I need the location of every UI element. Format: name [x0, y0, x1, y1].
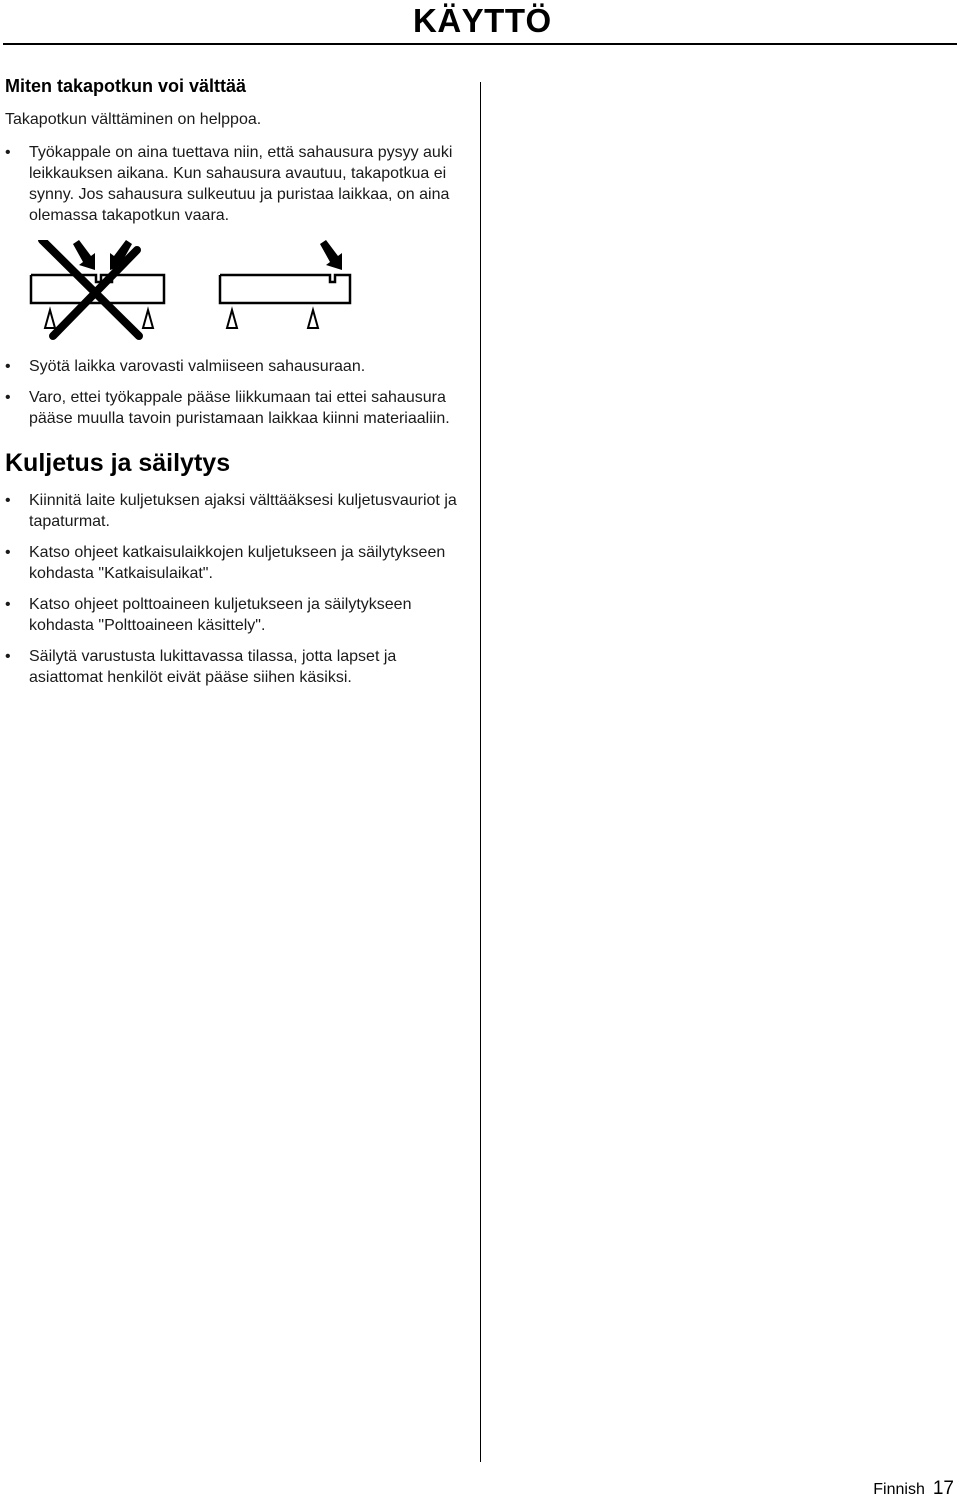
workpiece-pinched-cross-icon — [31, 240, 164, 336]
list-item: • Varo, ettei työkappale pääse liikkumaan tai ettei sahausura pääse muulla tavoin puristamaan laikkaa kiinni materiaaliin. — [5, 387, 460, 429]
section-heading-kickback: Miten takapotkun voi välttää — [5, 76, 247, 96]
list-item: • Säilytä varustusta lukittavassa tilassa, jotta lapset ja asiattomat henkilöt eivät pääse siihen käsiksi. — [5, 646, 460, 688]
list-item: • Syötä laikka varovasti valmiiseen sahausuraan. — [5, 356, 460, 377]
page-number: 17 — [932, 1478, 954, 1499]
kickback-figure — [5, 240, 365, 340]
list-item: • Kiinnitä laite kuljetuksen ajaksi välttääksesi kuljetusvauriot ja tapaturmat. — [5, 490, 460, 532]
list-item: • Katso ohjeet katkaisulaikkojen kuljetukseen ja säilytykseen kohdasta "Katkaisulaikat". — [5, 542, 460, 584]
footer-language: Finnish — [873, 1481, 925, 1498]
workpiece-supported-icon — [220, 240, 350, 328]
column-divider — [480, 82, 481, 1462]
page-header-title: KÄYTTÖ — [413, 2, 552, 39]
bullet-list-transport — [5, 490, 460, 688]
list-item: • Katso ohjeet polttoaineen kuljetukseen ja säilytykseen kohdasta "Polttoaineen käsittely". — [5, 594, 460, 636]
list-item: • Työkappale on aina tuettava niin, että sahausura pysyy auki leikkauksen aikana. Kun sahausura avautuu, takapotkua ei synny. Jos sahausura sulkeutuu ja puristaa laikkaa, on aina olemassa takapotkun vaara. — [5, 142, 460, 226]
main-column — [5, 76, 460, 698]
bullet-list-kickback-b — [5, 356, 460, 429]
section-heading-transport: Kuljetus ja säilytys — [5, 449, 231, 477]
force-arrow-icon — [320, 240, 342, 270]
header-rule — [3, 43, 957, 45]
intro-paragraph: Takapotkun välttäminen on helppoa. — [5, 111, 262, 128]
bullet-list-kickback-a — [5, 142, 460, 226]
page-footer — [873, 1478, 954, 1500]
